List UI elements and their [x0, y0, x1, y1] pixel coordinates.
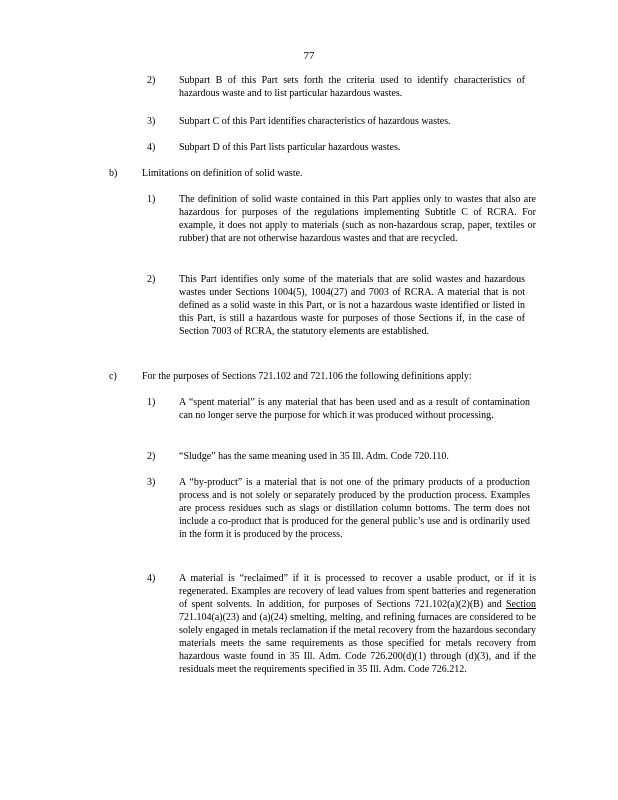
subsection-heading: Limitations on definition of solid waste.: [142, 168, 303, 179]
list-number: 2): [147, 451, 156, 462]
list-item-text: “Sludge” has the same meaning used in 35 Ill. Adm. Code 720.110.: [179, 451, 449, 462]
list-number: 2): [147, 75, 156, 86]
list-item-text: A “spent material” is any material that has been used and as a result of contamination can no longer serve the purpose for which it was produced without processing.: [179, 397, 530, 421]
list-item-text: [179, 572, 536, 676]
list-item-text: This Part identifies only some of the materials that are solid wastes and hazardous wastes under Sections 1004(5), 1004(27) and 7003 of RCRA. A material that is not defined as a solid waste in this Part, or is not a hazardous waste identified or listed in this Part, is still a hazardous waste for purposes of those Sections if, in the case of Section 7003 of RCRA, the statutory elements are established.: [179, 274, 525, 337]
list-item-text: Subpart B of this Part sets forth the criteria used to identify characteristics of hazardous waste and to list particular hazardous wastes.: [179, 75, 525, 99]
list-number: 1): [147, 397, 156, 408]
list-number: 3): [147, 477, 156, 488]
subsection-letter: c): [109, 371, 117, 382]
subsection-letter: b): [109, 168, 118, 179]
list-item-text: A “by-product” is a material that is not one of the primary products of a production process and is not solely or separately produced by the production process. Examples are process residues such as slags or distillation column bottoms. The term does not include a co-product that is produced for the general public’s use and is ordinarily used in the form it is produced by the process.: [179, 477, 530, 540]
list-number: 4): [147, 573, 156, 584]
list-item-text: The definition of solid waste contained in this Part applies only to wastes that also are hazardous for purposes of the regulations implementing Subtitle C of RCRA. For example, it does not apply to materials (such as non-hazardous scrap, paper, textiles or rubber) that are not otherwise hazardous wastes and that are recycled.: [179, 194, 536, 244]
list-item-text: Subpart C of this Part identifies characteristics of hazardous wastes.: [179, 116, 451, 127]
underlined-word: Section: [506, 599, 536, 610]
list-number: 1): [147, 194, 156, 205]
text-segment: A material is “reclaimed” if it is processed to recover a usable product, or if it is regenerated. Examples are recovery of lead values from spent batteries and regeneration of spent solvents. In addition, for purposes of Sections 721.102(a)(2)(B) and: [179, 573, 536, 610]
page-number: 77: [303, 50, 315, 62]
list-number: 2): [147, 274, 156, 285]
list-item-text: Subpart D of this Part lists particular hazardous wastes.: [179, 142, 401, 153]
list-number: 4): [147, 142, 156, 153]
text-segment: 721.104(a)(23) and (a)(24) smelting, melting, and refining furnaces are considered to be solely engaged in metals reclamation if the metal recovery from the hazardous secondary materials meets the same requirements as those specified for metals recovery from hazardous waste found in 35 Ill. Adm. Code 726.200(d)(1) through (d)(3), and if the residuals meet the requirements specified in 35 Ill. Adm. Code 726.212.: [179, 612, 536, 675]
subsection-heading: For the purposes of Sections 721.102 and 721.106 the following definitions apply:: [142, 371, 472, 382]
list-number: 3): [147, 116, 156, 127]
